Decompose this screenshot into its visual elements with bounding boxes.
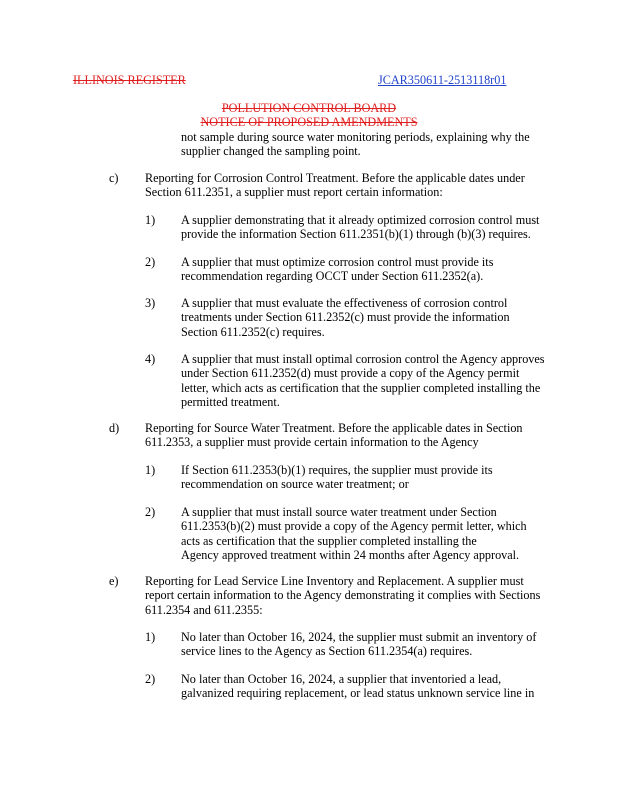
board-title: POLLUTION CONTROL BOARD bbox=[221, 101, 397, 115]
item-d1-text bbox=[181, 463, 493, 492]
text-line: A supplier that must optimize corrosion control must provide its bbox=[181, 255, 494, 269]
item-c2-marker: 2) bbox=[145, 255, 156, 269]
text-line: 611.2354 and 611.2355: bbox=[145, 602, 263, 617]
text-line: A supplier that must install source water treatment under Section bbox=[181, 505, 497, 519]
item-e2-marker: 2) bbox=[145, 672, 156, 686]
section-c-marker: c) bbox=[109, 171, 119, 185]
item-c3-text bbox=[181, 296, 510, 339]
text-line: Reporting for Source Water Treatment. Before the applicable dates in Section bbox=[145, 421, 523, 435]
item-e1-text bbox=[181, 630, 536, 659]
text-line: Section 611.2352(c) requires. bbox=[181, 324, 325, 339]
item-c3-marker: 3) bbox=[145, 296, 156, 310]
text-line: permitted treatment. bbox=[181, 394, 280, 409]
text-line: recommendation on source water treatment; or bbox=[181, 477, 409, 492]
text-line: treatments under Section 611.2352(c) must provide the information bbox=[181, 310, 510, 325]
item-c2-text bbox=[181, 255, 493, 284]
item-d2-marker: 2) bbox=[145, 505, 156, 519]
item-d1-marker: 1) bbox=[145, 463, 156, 477]
section-d-marker: d) bbox=[109, 421, 120, 435]
text-line: under Section 611.2352(d) must provide a copy of the Agency permit bbox=[181, 366, 520, 381]
section-e-text bbox=[145, 574, 540, 617]
text-line: If Section 611.2353(b)(1) requires, the supplier must provide its bbox=[181, 463, 493, 477]
text-line: 611.2353(b)(2) must provide a copy of the Agency permit letter, which bbox=[181, 519, 527, 534]
text-line: A supplier that must install optimal corrosion control the Agency approves bbox=[181, 352, 545, 366]
register-header: ILLINOIS REGISTER bbox=[73, 73, 186, 87]
text-line: provide the information Section 611.2351(b)(1) through (b)(3) requires. bbox=[181, 227, 531, 242]
continuation-line: not sample during source water monitoring periods, explaining why the bbox=[181, 130, 530, 144]
item-c4-marker: 4) bbox=[145, 352, 156, 366]
item-d2-text bbox=[181, 505, 527, 562]
text-line: Agency approved treatment within 24 months after Agency approval. bbox=[181, 547, 520, 562]
item-e2-text bbox=[181, 672, 534, 701]
text-line: Section 611.2351, a supplier must report certain information: bbox=[145, 185, 443, 200]
text-line: A supplier that must evaluate the effectiveness of corrosion control bbox=[181, 296, 508, 310]
section-d-text bbox=[145, 421, 523, 450]
continuation-paragraph bbox=[181, 130, 530, 159]
text-line: service lines to the Agency as Section 611.2354(a) requires. bbox=[181, 644, 473, 659]
continuation-line: supplier changed the sampling point. bbox=[181, 144, 361, 159]
item-c4-text bbox=[181, 352, 545, 409]
text-line: recommendation regarding OCCT under Section 611.2352(a). bbox=[181, 269, 484, 284]
notice-title: NOTICE OF PROPOSED AMENDMENTS bbox=[200, 115, 418, 129]
text-line: galvanized requiring replacement, or lead status unknown service line in bbox=[181, 686, 535, 701]
text-line: No later than October 16, 2024, the supplier must submit an inventory of bbox=[181, 630, 537, 644]
text-line: A supplier demonstrating that it already optimized corrosion control must bbox=[181, 213, 540, 227]
text-line: acts as certification that the supplier completed installing the bbox=[181, 533, 477, 548]
item-e1-marker: 1) bbox=[145, 630, 156, 644]
document-id: JCAR350611-2513118r01 bbox=[378, 73, 507, 87]
text-line: 611.2353, a supplier must provide certain information to the Agency bbox=[145, 435, 479, 450]
text-line: No later than October 16, 2024, a supplier that inventoried a lead, bbox=[181, 672, 502, 686]
item-c1-marker: 1) bbox=[145, 213, 156, 227]
text-line: Reporting for Lead Service Line Inventory and Replacement. A supplier must bbox=[145, 574, 524, 588]
section-c-text bbox=[145, 171, 525, 200]
text-line: letter, which acts as certification that the supplier completed installing the bbox=[181, 380, 541, 395]
section-e-marker: e) bbox=[109, 574, 119, 588]
text-line: report certain information to the Agency demonstrating it complies with Sections bbox=[145, 588, 541, 603]
item-c1-text bbox=[181, 213, 539, 242]
text-line: Reporting for Corrosion Control Treatment. Before the applicable dates under bbox=[145, 171, 525, 185]
